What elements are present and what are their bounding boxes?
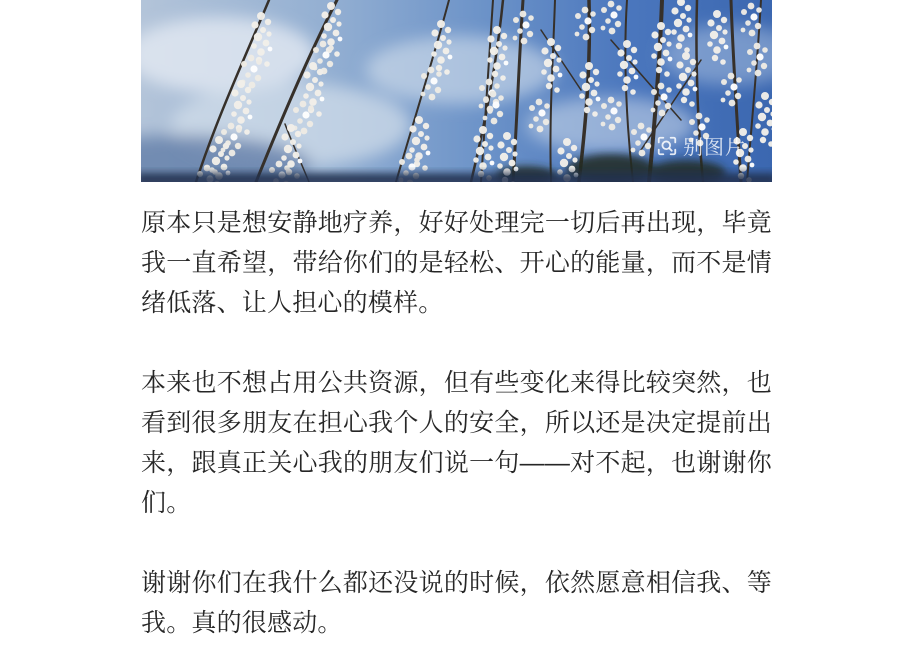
scan-icon <box>656 135 678 157</box>
paragraph-2: 本来也不想占用公共资源，但有些变化来得比较突然，也看到很多朋友在担心我个人的安全，所以还是决定提前出来，跟真正关心我的朋友们说一句——对不起，也谢谢你们。 <box>141 369 772 517</box>
paragraph-1: 原本只是想安静地疗养，好好处理完一切后再出现，毕竟我一直希望，带给你们的是轻松、开心的能量，而不是情绪低落、让人担心的模样。 <box>141 209 772 317</box>
watermark-label: 别图片 <box>683 137 746 159</box>
bottom-strip <box>141 173 772 182</box>
article-body <box>141 182 772 643</box>
blossom-photo <box>141 0 772 182</box>
paragraph-3: 谢谢你们在我什么都还没说的时候，依然愿意相信我、等我。真的很感动。 <box>141 569 772 637</box>
image-recognize-watermark[interactable] <box>656 131 746 160</box>
post-content-column <box>141 0 772 643</box>
